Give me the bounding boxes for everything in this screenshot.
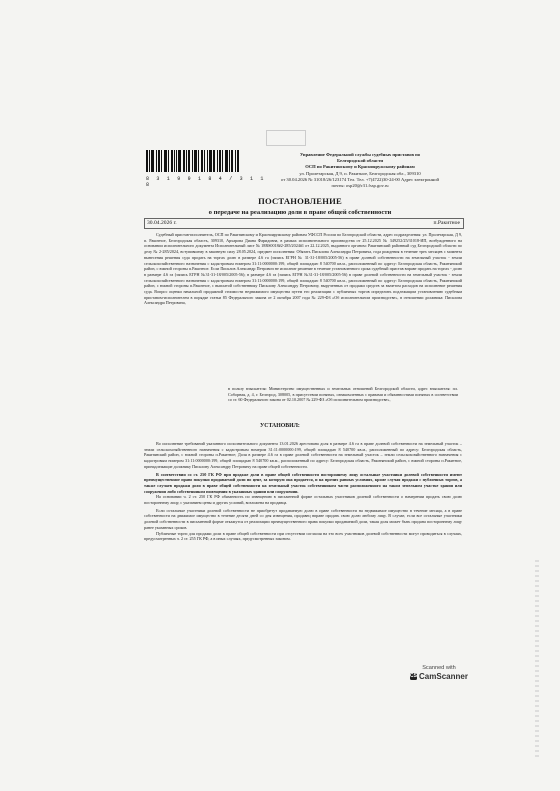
article-250-paragraph: В соответствии со ст. 250 ГК РФ при продаже доли в праве общей собственности постороннему лицу остальные участники долевой собственности имеют преимущественное право покупки продаваемой доли по цене, за которую она продается, и на прочих равных условиях, кроме случая продажи с публичных торгов, а также случаев продажи доли в праве общей собственности на земельный участок собственником части расположенного на таком земельном участке здания или сооружения либо собственником помещения в указанных здании или сооружении.: [144, 471, 462, 494]
article-250-2-paragraph: На основании ч. 2 ст. 250 ГК РФ обязанность по извещению в письменной форме остальных участников долевой собственности о намерении продать свою долю постороннему лицу, с указанием цены и других условий, возложена на продавца.: [144, 494, 462, 506]
camscanner-icon: CS: [410, 673, 417, 680]
barcode: [146, 150, 266, 176]
org-name-line1: Управление Федеральной службы судебных приставов по: [299, 152, 421, 157]
scanner-brand: [398, 672, 480, 681]
document-title: ПОСТАНОВЛЕНИЕ: [258, 196, 342, 206]
scanner-brand-label: CamScanner: [419, 672, 468, 681]
intro-paragraph: Судебный пристав-исполнитель, ОСП по Ракитянскому и Краснояружскому районам УФССП России по Белгородской области, адрес подразделения: ул. Пролетарская, Д 9, п. Ракитное, Белгородская область, 309310, Архарова Диана Фаридовна, в рамках исполнительного производства от 25.12.2025 № 349252/25/31018-ИП, возбужденного на основании исполнительного документа Исполнительный лист № 18RS0018#2-285/2024#1 от 22.12.2025, выданного органом: Ракитянский районный суд Белгородской области по делу № 2-285/2024, вступившему в законную силу 28.05.2024, предмет исполнения: Обязать Писклова Александра Петровича, года рождения в течение трех месяцев с момента вынесения решения суда продать на торгах долю в размере 4.6 га (запись ЕГРН № 31-31-18/005/2005-56) в праве долевой собственности на земельный участок - земли сельскохозяйственного назначения с кадастровым номером 31:11:0000000:199, общей площадью 8 540700 кв.м., расположенный по адресу: Белгородская область, Ракитянский район, с южной стороны п.Ракитное. Если Писклов Александр Петрович не исполнит решение в течение установленного срока судебный пристав вправе продать на торгах - долю в размере 4.6 га (запись ЕГРН №31-31-18/005/2005-56); в размере 4.6 га (запись ЕГРН №31-31-18/005/2005-56) в праве долевой собственности на земельный участок - земли сельскохозяйственного назначения с кадастровым номером 31:11:0000000:199, общей площадью 8 540700 кв.м., расположенный по адресу: Белгородская область, Ракитянский район, с южной стороны п.Ракитное, с выплатой собственнику Писклову Александру Петровичу, вырученных от продажи средств за вычетом расходов на исполнение решения суда. Вопрос оценки начальной продажной стоимости недвижимого имущества путем его реализации с публичных торгов определить подлежащим установлению судебным приставом-исполнителем в порядке статьи 85 Федерального закона от 2 октября 2007 года № 229-ФЗ «Об исполнительном производстве», в отношении должника: Писклова Александра Петровича,: [144, 232, 462, 306]
claimant-paragraph: в пользу взыскателя: Министерство имущественных и земельных отношений Белгородской области, адрес взыскателя: пл. Соборная, д. 4, г. Белгород, 308005, в присутствии понятых, ознакомленных с правами и обязанностями понятых в соответствии со ст. 60 Федерального закона от 02.10.2007 № 229-ФЗ «Об исполнительном производстве»,: [228, 386, 458, 403]
address-line3: почты: osp20@r31.fssp.gov.ru: [331, 183, 389, 189]
public-sale-paragraph: Публичные торги для продажи доли в праве общей собственности при отсутствии согласия на это всех участников долевой собственности могут проводиться в случаях, предусмотренных ч. 2 ст. 255 ГК РФ, а в иных случаях, предусмотренных законом.: [144, 530, 462, 542]
scan-edge-artifact: [535, 560, 539, 760]
section-heading: УСТАНОВИЛ:: [260, 423, 300, 429]
barcode-number: 8 3 1 9 9 1 8 4 / 3 1 1 8: [146, 176, 266, 188]
camscanner-watermark: [398, 665, 480, 695]
date-place-line: [144, 218, 464, 229]
refusal-paragraph: Если остальные участники долевой собственности не приобретут продаваемую долю в праве собственности на недвижимое имущество в течение месяца, а в праве собственности на движимое имущество в течение десяти дней со дня извещения, продавец вправе продать свою долю любому лицу. В случае, если все остальные участники долевой собственности в письменной форме откажутся от реализации преимущественного права покупки продаваемой доли, такая доля может быть продана постороннему лицу ранее указанных сроков.: [144, 507, 462, 530]
document-date: 30.04.2026 г.: [147, 220, 177, 226]
scanner-caption: Scanned with: [422, 665, 456, 671]
document-place: п.Ракитное: [433, 220, 460, 226]
established-paragraph: Во исполнение требований указанного исполнительного документа 13.01.2026 арестована доля в размере 4.6 га в праве долевой собственности на земельный участок – земли сельскохозяйственного назначения с кадастровым номером 31:11:0000000:199, общей площадью 8 540700 кв.м., расположенный по адресу: Белгородская область, Ракитянский район, с южной стороны п.Ракитное; Доля в размере 4.6 га в праве долевой собственности на земельный участок – земли сельскохозяйственного назначения с кадастровым номером 31:11:0000000:199, общей площадью 8 540700 кв.м., расположенный по адресу: Белгородская область, Ракитянский район, с южной стороны п.Ракитное, принадлежащие должнику Писклову Александру Петровичу на праве общей собственности.: [144, 441, 462, 469]
document-subtitle: о передаче на реализацию доли в праве общей собственности: [208, 209, 392, 216]
department-name: ОСП по Ракитянскому и Краснояружскому районам: [305, 164, 415, 170]
stamp-mark: [266, 130, 306, 146]
org-name-line2: Белгородской области: [337, 158, 383, 164]
issuer-header: [280, 152, 440, 189]
established-block: [144, 441, 462, 542]
address-line1: ул. Пролетарская, Д 9, п. Ракитное, Белгородская обл., 309310: [299, 170, 421, 176]
address-line2: от 30.04.2026 № 31018/26/123174 Тел. Тел. +7(4722)30-24-00 Адрес электронной: [281, 176, 439, 182]
